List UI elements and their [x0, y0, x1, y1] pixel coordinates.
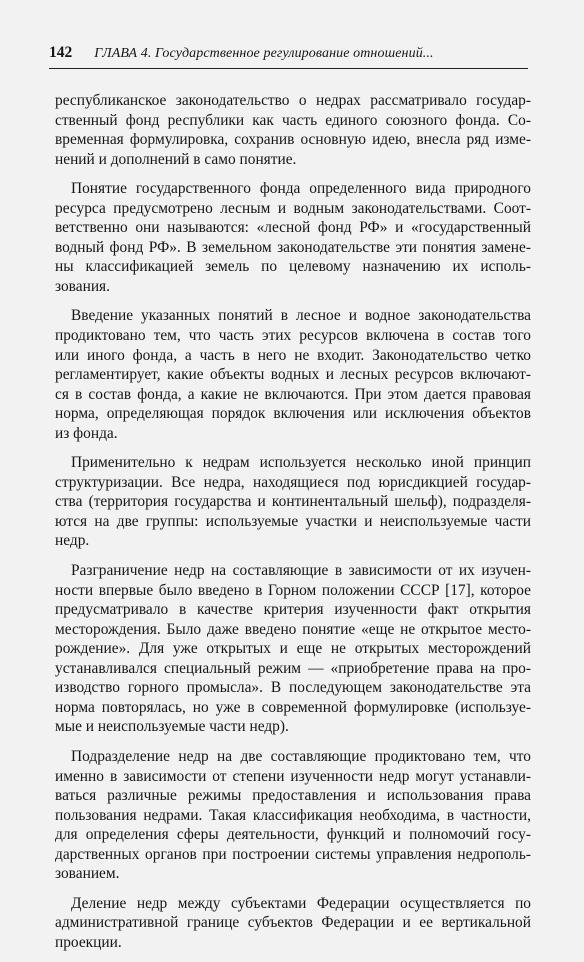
text-line: республиканское законодательство о недрах рассматривало государ-: [55, 92, 531, 109]
text-line: Деление недр между субъектами Федерации осуществляется по: [71, 894, 531, 912]
text-line: норма повторялась, но уже в современной формулировке (используе-: [55, 698, 531, 716]
text-line: Разграничение недр на составляющие в зависимости от их изучен-: [71, 562, 531, 580]
text-line: ности впервые было введено в Горном положении СССР [17], которое: [55, 581, 531, 599]
text-line: ветственно они называются: «лесной фонд РФ» и «государственный: [55, 219, 531, 237]
text-line: устанавливался специальный режим — «приобретение права на про-: [55, 659, 531, 677]
paragraph: [55, 306, 531, 443]
text-line: или иного фонда, а часть в него не входит. Законодательство четко: [55, 346, 531, 364]
text-line: дарственных органов при построении системы управления недрополь-: [55, 845, 531, 863]
text-line: изводство горного промысла». В последующем законодательстве эта: [55, 679, 531, 697]
text-line: структуризации. Все недра, находящиеся под юрисдикцией государ-: [55, 473, 531, 491]
paragraph: [55, 91, 531, 169]
text-line: предусматривало в качестве критерия изученности факт открытия: [55, 601, 531, 619]
text-line: ваться различные режимы предоставления и использования права: [55, 787, 531, 805]
text-line: зованием.: [55, 865, 120, 883]
text-line: ются на две группы: используемые участки и неиспользуемые части: [55, 512, 531, 530]
text-line: мые и неиспользуемые части недр).: [55, 718, 289, 736]
text-line: недр.: [55, 532, 90, 550]
text-line: ны классификацией земель по целевому назначению их исполь-: [55, 258, 531, 276]
text-line: ся в состав фонда, а какие не включаются. При этом дается правовая: [55, 385, 531, 403]
page-number: 142: [49, 44, 73, 61]
text-line: норма, определяющая порядок включения или исключения объектов: [55, 405, 531, 423]
paragraph: [55, 747, 531, 884]
text-line: зования.: [55, 277, 110, 295]
paragraph: [55, 179, 531, 296]
text-line: Подразделение недр на две составляющие продиктовано тем, что: [71, 747, 531, 765]
paragraph: [55, 561, 531, 737]
text-line: временная формулировка, сохранив основную идею, внесла ряд изме-: [55, 131, 531, 149]
text-line: Понятие государственного фонда определенного вида природного: [71, 180, 531, 198]
text-line: месторождения. Было даже введено понятие «еще не открытое место-: [55, 620, 531, 638]
running-title: ГЛАВА 4. Государственное регулирование отношений...: [94, 46, 434, 61]
body-text: [55, 91, 531, 962]
text-line: водный фонд РФ». В земельном законодательстве эти понятия замене-: [55, 238, 531, 256]
text-line: проекции.: [55, 933, 122, 951]
text-line: Введение указанных понятий в лесное и водное законодательства: [71, 307, 531, 325]
paragraph: [55, 894, 531, 953]
text-line: нений и дополнений в само понятие.: [55, 150, 297, 168]
text-line: для определения сферы деятельности, функций и полномочий госу-: [55, 826, 531, 844]
text-line: регламентирует, какие объекты водных и лесных ресурсов включают-: [55, 366, 531, 384]
text-line: ственный фонд республики как часть единого союзного фонда. Со-: [55, 111, 531, 129]
text-line: ресурса предусмотрено лесным и водным законодательствами. Соот-: [55, 199, 531, 217]
text-line: из фонда.: [55, 424, 118, 442]
text-line: продиктовано тем, что часть этих ресурсов включена в состав того: [55, 327, 531, 345]
text-line: пользования недрами. Такая классификация необходима, в частности,: [55, 806, 531, 824]
page-header: [49, 44, 528, 69]
text-line: именно в зависимости от степени изученности недр могут устанавли-: [55, 767, 531, 785]
text-line: ства (территория государства и континентальный шельф), подразделя-: [55, 493, 531, 511]
text-line: рождение». Для уже открытых и еще не открытых месторождений: [55, 640, 531, 658]
paragraph: [55, 453, 531, 551]
text-line: административной границе субъектов Федерации и ее вертикальной: [55, 914, 531, 932]
text-line: Применительно к недрам используется несколько иной принцип: [71, 454, 531, 472]
